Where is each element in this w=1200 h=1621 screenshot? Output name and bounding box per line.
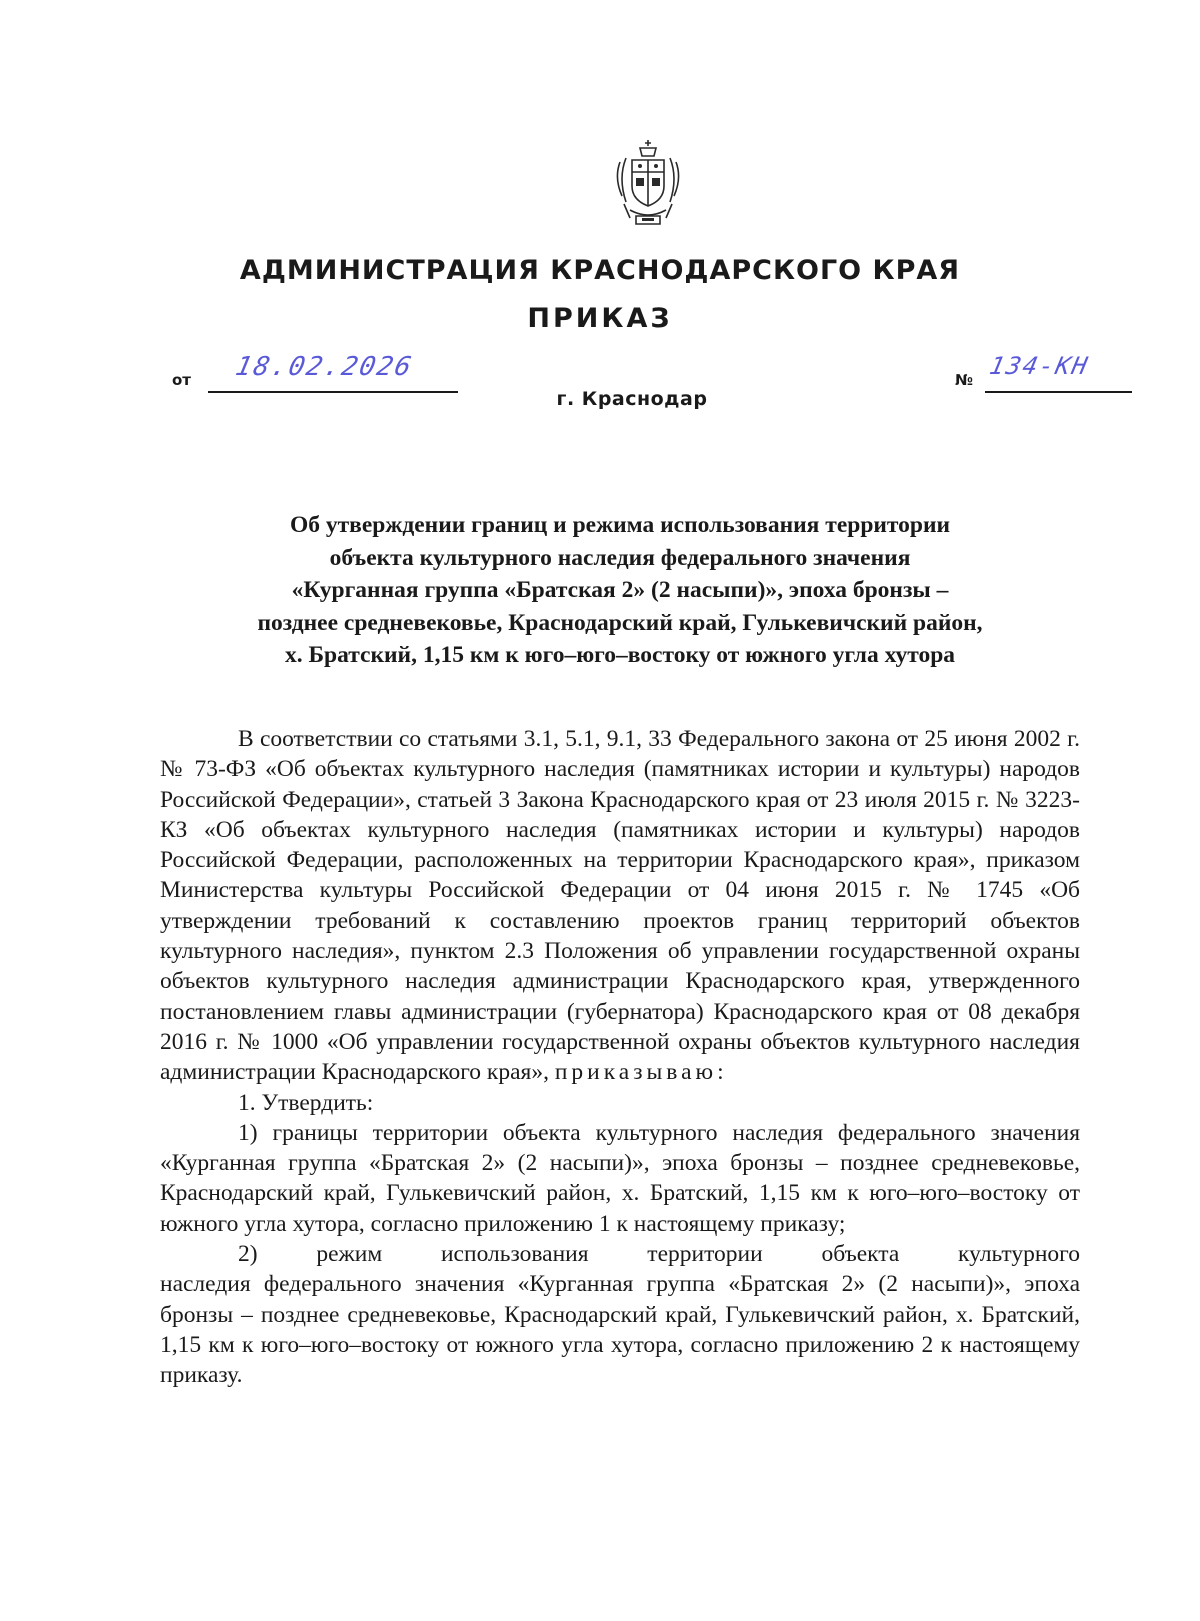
city-line (0, 388, 1200, 410)
order-word: приказываю: (554, 1059, 728, 1086)
preamble-paragraph (160, 724, 1080, 1088)
document-title (160, 509, 1080, 672)
title-line: х. Братский, 1,15 км к юго–юго–востоку от южного угла хутора (284, 642, 956, 668)
item-2-first-line (160, 1239, 1080, 1269)
point-1: 1. Утвердить: (238, 1089, 374, 1116)
item-2-word: 2) (238, 1241, 258, 1268)
item-2-word: объекта (821, 1241, 900, 1268)
city: г. Краснодар (556, 388, 708, 410)
item-2-word: использования (440, 1241, 589, 1268)
coat-of-arms-emblem (612, 138, 684, 230)
document-body (160, 724, 1080, 1391)
item-2-word: территории (647, 1241, 763, 1268)
title-line: позднее средневековье, Краснодарский край, Гулькевичский район, (257, 609, 983, 636)
item-2-word: культурного (958, 1241, 1080, 1268)
title-line: объекта культурного наследия федерального значения (329, 544, 911, 571)
title-line: Об утверждении границ и режима использования территории (289, 512, 951, 538)
preamble-text: В соответствии со статьями 3.1, 5.1, 9.1, 33 Федерального закона от 25 июня 2002 г. № 73-ФЗ «Об объектах культурного наследия (памятниках истории и культуры) народов Российской Федерации», статьей 3 Закона Краснодарского края от 23 июля 2015 г. № 3223-КЗ «Об объектах культурного наследия (памятниках истории и культуры) народов Российской Федерации, расположенных на территории Краснодарского края», приказом Министерства культуры Российской Федерации от 04 июня 2015 г. № 1745 «Об утверждении требований к составлению проектов границ территорий объектов культурного наследия», пунктом 2.3 Положения об управлении государственной охраны объектов культурного наследия администрации Краснодарского края, утвержденного постановлением главы администрации (губернатора) Краснодарского края от 08 декабря 2016 г. № 1000 «Об управлении государственной охраны объектов культурного наследия администрации Краснодарского края», (160, 726, 1080, 1086)
handwritten-date: 18.02.2026 (232, 352, 416, 382)
item-1: 1) границы территории объекта культурного наследия федерального значения «Курганная группа «Братская 2» (2 насыпи)», эпоха бронзы – позднее средневековье, Краснодарский край, Гулькевичский район, х. Братский, 1,15 км к юго–юго–востоку от южного угла хутора, согласно приложению 1 к настоящему приказу; (160, 1119, 1080, 1237)
handwritten-number: 134-КН (987, 352, 1092, 380)
number-label: № (955, 371, 974, 389)
date-label: от (172, 371, 191, 389)
organization-name: АДМИНИСТРАЦИЯ КРАСНОДАРСКОГО КРАЯ (239, 255, 961, 286)
title-line: «Курганная группа «Братская 2» (2 насыпи)», эпоха бронзы – (291, 577, 949, 603)
document-type: ПРИКАЗ (527, 303, 673, 334)
item-2-rest: наследия федерального значения «Курганная группа «Братская 2» (2 насыпи)», эпоха бронзы – позднее средневековье, Краснодарский край, Гулькевичский район, х. Братский, 1,15 км к юго–юго–востоку от южного угла хутора, согласно приложению 2 к настоящему приказу. (160, 1271, 1080, 1389)
item-2-word: режим (316, 1241, 383, 1268)
